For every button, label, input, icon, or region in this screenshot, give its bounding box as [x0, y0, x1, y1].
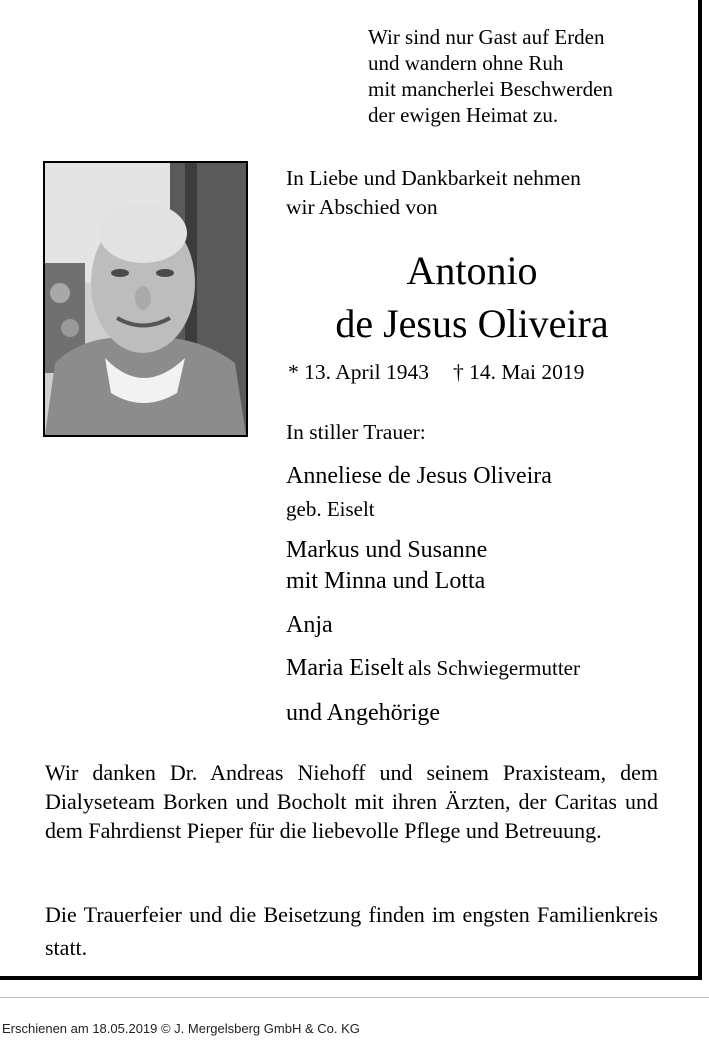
birth-date: * 13. April 1943 [288, 360, 429, 384]
life-dates [288, 360, 584, 385]
intro-text [286, 164, 581, 222]
mourner-name: Maria Eiselt [286, 655, 404, 681]
poem-line: Wir sind nur Gast auf Erden [368, 25, 605, 49]
funeral-notice: Die Trauerfeier und die Beisetzung finden im engsten Familienkreis statt. [45, 902, 658, 960]
mourner-entry [286, 655, 580, 682]
mourner-name: mit Minna und Lotta [286, 568, 486, 594]
deceased-first-name: Antonio [406, 248, 538, 293]
portrait-photo [43, 161, 248, 437]
deceased-last-name: de Jesus Oliveira [335, 301, 609, 346]
mourners-heading: In stiller Trauer: [286, 420, 426, 444]
footer-divider [0, 997, 709, 998]
intro-line: wir Abschied von [286, 195, 438, 219]
thanks-paragraph: Wir danken Dr. Andreas Niehoff und seinem Praxisteam, dem Dialyseteam Borken und Bocholt mit ihren Ärzten, der Caritas und dem Fahrdienst Pieper für die liebevolle Pflege und Betreuung. [45, 760, 658, 843]
poem-line: und wandern ohne Ruh [368, 51, 564, 75]
death-date: † 14. Mai 2019 [452, 360, 585, 384]
mourner-name: Markus und Susanne [286, 537, 488, 563]
intro-line: In Liebe und Dankbarkeit nehmen [286, 166, 581, 190]
poem-line: mit mancherlei Beschwerden [368, 77, 613, 101]
mourner-name: Anneliese de Jesus Oliveira [286, 463, 552, 489]
publication-footer: Erschienen am 18.05.2019 © J. Mergelsberg GmbH & Co. KG [2, 1021, 360, 1036]
poem [368, 24, 613, 128]
mourner-role: als Schwiegermutter [407, 656, 580, 680]
poem-line: der ewigen Heimat zu. [368, 103, 559, 127]
mourner-name: Anja [286, 612, 333, 638]
mourner-maiden-name: geb. Eiselt [286, 497, 375, 521]
mourner-relatives: und Angehörige [286, 700, 440, 726]
